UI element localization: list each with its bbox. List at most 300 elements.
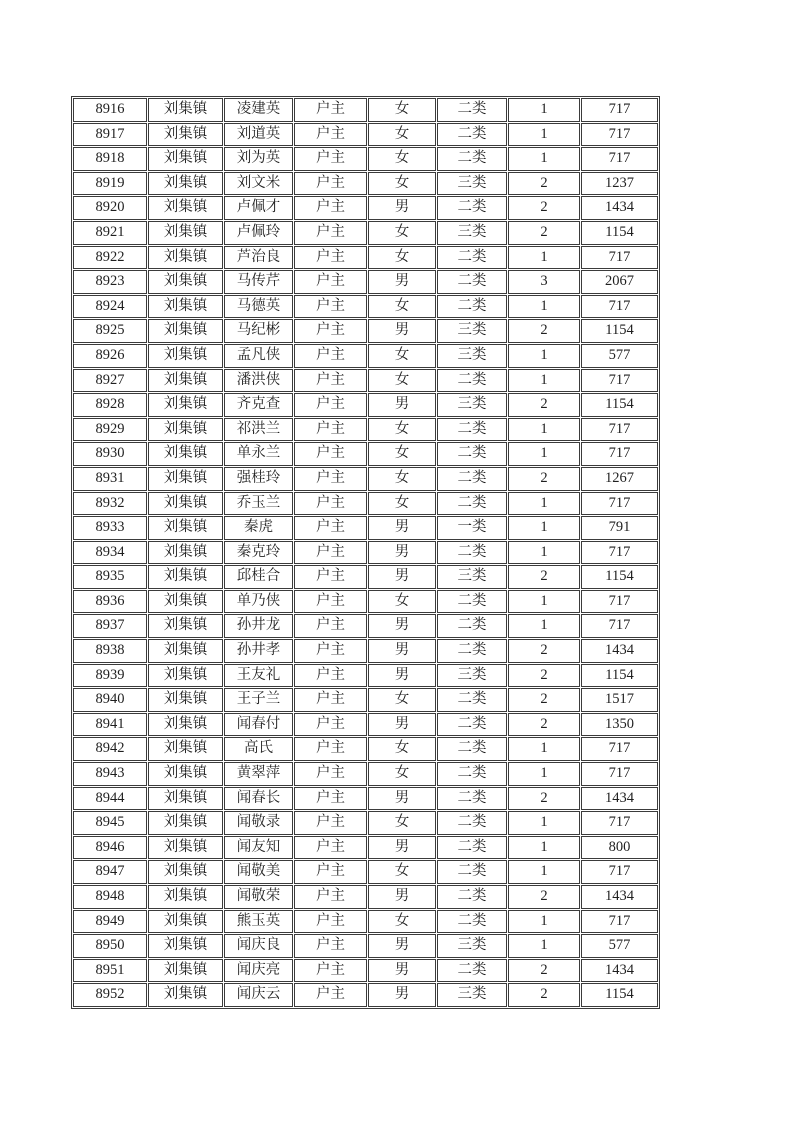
- cell-town: 刘集镇: [148, 983, 223, 1007]
- cell-relation: 户主: [294, 713, 367, 737]
- cell-name: 孙井孝: [224, 639, 293, 663]
- cell-gender: 男: [368, 664, 436, 688]
- cell-amount: 1434: [581, 639, 658, 663]
- cell-amount: 1434: [581, 196, 658, 220]
- cell-gender: 女: [368, 369, 436, 393]
- cell-gender: 男: [368, 713, 436, 737]
- cell-amount: 1237: [581, 172, 658, 196]
- cell-name: 闻敬荣: [224, 885, 293, 909]
- cell-category: 二类: [437, 369, 507, 393]
- cell-gender: 男: [368, 541, 436, 565]
- cell-relation: 户主: [294, 541, 367, 565]
- cell-relation: 户主: [294, 910, 367, 934]
- cell-category: 二类: [437, 492, 507, 516]
- cell-town: 刘集镇: [148, 295, 223, 319]
- cell-persons: 2: [508, 467, 580, 491]
- cell-category: 三类: [437, 221, 507, 245]
- table-row: [73, 123, 658, 147]
- cell-persons: 2: [508, 565, 580, 589]
- cell-category: 二类: [437, 910, 507, 934]
- cell-name: 单乃侠: [224, 590, 293, 614]
- cell-gender: 男: [368, 196, 436, 220]
- cell-town: 刘集镇: [148, 664, 223, 688]
- table-row: [73, 492, 658, 516]
- cell-amount: 717: [581, 860, 658, 884]
- cell-name: 齐克查: [224, 393, 293, 417]
- cell-name: 闻庆亮: [224, 959, 293, 983]
- cell-persons: 1: [508, 910, 580, 934]
- cell-town: 刘集镇: [148, 369, 223, 393]
- cell-relation: 户主: [294, 590, 367, 614]
- cell-name: 熊玉英: [224, 910, 293, 934]
- table-row: [73, 885, 658, 909]
- cell-relation: 户主: [294, 737, 367, 761]
- cell-relation: 户主: [294, 172, 367, 196]
- cell-amount: 1154: [581, 221, 658, 245]
- cell-category: 三类: [437, 344, 507, 368]
- cell-town: 刘集镇: [148, 442, 223, 466]
- cell-serial: 8942: [73, 737, 147, 761]
- cell-name: 王友礼: [224, 664, 293, 688]
- cell-name: 马纪彬: [224, 319, 293, 343]
- cell-category: 二类: [437, 811, 507, 835]
- cell-gender: 男: [368, 565, 436, 589]
- cell-category: 三类: [437, 664, 507, 688]
- cell-town: 刘集镇: [148, 172, 223, 196]
- cell-serial: 8921: [73, 221, 147, 245]
- cell-amount: 1434: [581, 787, 658, 811]
- table-row: [73, 172, 658, 196]
- cell-relation: 户主: [294, 270, 367, 294]
- cell-name: 乔玉兰: [224, 492, 293, 516]
- table-row: [73, 516, 658, 540]
- cell-amount: 717: [581, 541, 658, 565]
- cell-amount: 717: [581, 295, 658, 319]
- cell-amount: 1434: [581, 885, 658, 909]
- table-row: [73, 737, 658, 761]
- cell-name: 芦治良: [224, 246, 293, 270]
- cell-category: 三类: [437, 393, 507, 417]
- cell-town: 刘集镇: [148, 516, 223, 540]
- cell-serial: 8933: [73, 516, 147, 540]
- table-row: [73, 393, 658, 417]
- cell-relation: 户主: [294, 467, 367, 491]
- cell-category: 三类: [437, 172, 507, 196]
- cell-town: 刘集镇: [148, 836, 223, 860]
- cell-serial: 8924: [73, 295, 147, 319]
- cell-gender: 女: [368, 910, 436, 934]
- cell-persons: 1: [508, 123, 580, 147]
- cell-amount: 800: [581, 836, 658, 860]
- cell-gender: 女: [368, 860, 436, 884]
- table-row: [73, 713, 658, 737]
- table-row: [73, 369, 658, 393]
- cell-persons: 2: [508, 787, 580, 811]
- cell-persons: 2: [508, 221, 580, 245]
- cell-relation: 户主: [294, 811, 367, 835]
- table-row: [73, 565, 658, 589]
- cell-relation: 户主: [294, 295, 367, 319]
- cell-gender: 男: [368, 885, 436, 909]
- cell-amount: 1154: [581, 393, 658, 417]
- cell-name: 邱桂合: [224, 565, 293, 589]
- cell-town: 刘集镇: [148, 590, 223, 614]
- cell-category: 二类: [437, 98, 507, 122]
- cell-gender: 女: [368, 295, 436, 319]
- cell-persons: 1: [508, 295, 580, 319]
- cell-gender: 男: [368, 516, 436, 540]
- cell-serial: 8945: [73, 811, 147, 835]
- cell-amount: 1434: [581, 959, 658, 983]
- cell-serial: 8940: [73, 688, 147, 712]
- cell-relation: 户主: [294, 787, 367, 811]
- cell-town: 刘集镇: [148, 885, 223, 909]
- cell-name: 单永兰: [224, 442, 293, 466]
- cell-gender: 男: [368, 959, 436, 983]
- cell-name: 秦克玲: [224, 541, 293, 565]
- cell-amount: 717: [581, 442, 658, 466]
- cell-persons: 2: [508, 983, 580, 1007]
- cell-amount: 1154: [581, 565, 658, 589]
- cell-amount: 717: [581, 910, 658, 934]
- cell-relation: 户主: [294, 639, 367, 663]
- cell-category: 二类: [437, 787, 507, 811]
- cell-amount: 1154: [581, 664, 658, 688]
- cell-gender: 男: [368, 393, 436, 417]
- cell-town: 刘集镇: [148, 541, 223, 565]
- cell-relation: 户主: [294, 442, 367, 466]
- cell-serial: 8926: [73, 344, 147, 368]
- cell-gender: 女: [368, 811, 436, 835]
- cell-town: 刘集镇: [148, 860, 223, 884]
- cell-serial: 8951: [73, 959, 147, 983]
- cell-persons: 2: [508, 959, 580, 983]
- cell-town: 刘集镇: [148, 787, 223, 811]
- records-table: [71, 96, 660, 1009]
- table-row: [73, 664, 658, 688]
- cell-name: 卢佩才: [224, 196, 293, 220]
- table-row: [73, 270, 658, 294]
- cell-serial: 8925: [73, 319, 147, 343]
- cell-serial: 8947: [73, 860, 147, 884]
- cell-relation: 户主: [294, 221, 367, 245]
- cell-persons: 2: [508, 688, 580, 712]
- cell-name: 刘道英: [224, 123, 293, 147]
- cell-town: 刘集镇: [148, 246, 223, 270]
- cell-town: 刘集镇: [148, 467, 223, 491]
- cell-amount: 2067: [581, 270, 658, 294]
- cell-amount: 717: [581, 492, 658, 516]
- cell-persons: 1: [508, 418, 580, 442]
- cell-name: 潘洪侠: [224, 369, 293, 393]
- cell-persons: 1: [508, 516, 580, 540]
- cell-relation: 户主: [294, 836, 367, 860]
- cell-serial: 8923: [73, 270, 147, 294]
- table-row: [73, 688, 658, 712]
- cell-serial: 8916: [73, 98, 147, 122]
- cell-persons: 1: [508, 811, 580, 835]
- cell-category: 二类: [437, 737, 507, 761]
- cell-relation: 户主: [294, 959, 367, 983]
- cell-name: 卢佩玲: [224, 221, 293, 245]
- cell-town: 刘集镇: [148, 811, 223, 835]
- cell-persons: 1: [508, 442, 580, 466]
- cell-category: 二类: [437, 295, 507, 319]
- cell-persons: 2: [508, 639, 580, 663]
- cell-gender: 男: [368, 270, 436, 294]
- cell-amount: 717: [581, 123, 658, 147]
- cell-relation: 户主: [294, 860, 367, 884]
- cell-relation: 户主: [294, 983, 367, 1007]
- cell-persons: 1: [508, 860, 580, 884]
- cell-serial: 8937: [73, 614, 147, 638]
- cell-town: 刘集镇: [148, 934, 223, 958]
- cell-town: 刘集镇: [148, 270, 223, 294]
- cell-relation: 户主: [294, 319, 367, 343]
- cell-relation: 户主: [294, 762, 367, 786]
- cell-persons: 2: [508, 713, 580, 737]
- cell-persons: 1: [508, 492, 580, 516]
- cell-name: 刘文米: [224, 172, 293, 196]
- cell-amount: 717: [581, 369, 658, 393]
- cell-name: 马传芹: [224, 270, 293, 294]
- cell-town: 刘集镇: [148, 639, 223, 663]
- cell-category: 二类: [437, 541, 507, 565]
- cell-serial: 8950: [73, 934, 147, 958]
- cell-name: 黄翠萍: [224, 762, 293, 786]
- table-row: [73, 442, 658, 466]
- cell-persons: 2: [508, 319, 580, 343]
- cell-gender: 男: [368, 934, 436, 958]
- table-row: [73, 614, 658, 638]
- cell-serial: 8918: [73, 147, 147, 171]
- cell-town: 刘集镇: [148, 614, 223, 638]
- cell-category: 二类: [437, 713, 507, 737]
- cell-category: 二类: [437, 270, 507, 294]
- table-row: [73, 811, 658, 835]
- cell-gender: 男: [368, 983, 436, 1007]
- cell-town: 刘集镇: [148, 98, 223, 122]
- table-row: [73, 762, 658, 786]
- cell-serial: 8943: [73, 762, 147, 786]
- cell-persons: 1: [508, 737, 580, 761]
- cell-gender: 女: [368, 123, 436, 147]
- cell-town: 刘集镇: [148, 319, 223, 343]
- cell-persons: 1: [508, 590, 580, 614]
- cell-relation: 户主: [294, 418, 367, 442]
- cell-gender: 女: [368, 737, 436, 761]
- cell-relation: 户主: [294, 492, 367, 516]
- cell-category: 二类: [437, 196, 507, 220]
- cell-relation: 户主: [294, 147, 367, 171]
- table-row: [73, 836, 658, 860]
- cell-amount: 1154: [581, 319, 658, 343]
- cell-persons: 1: [508, 614, 580, 638]
- cell-persons: 2: [508, 664, 580, 688]
- cell-gender: 女: [368, 467, 436, 491]
- cell-category: 二类: [437, 762, 507, 786]
- cell-category: 三类: [437, 565, 507, 589]
- table-row: [73, 418, 658, 442]
- cell-serial: 8946: [73, 836, 147, 860]
- cell-category: 二类: [437, 688, 507, 712]
- cell-name: 强桂玲: [224, 467, 293, 491]
- cell-serial: 8948: [73, 885, 147, 909]
- cell-gender: 男: [368, 614, 436, 638]
- cell-town: 刘集镇: [148, 147, 223, 171]
- cell-serial: 8922: [73, 246, 147, 270]
- cell-serial: 8930: [73, 442, 147, 466]
- cell-relation: 户主: [294, 246, 367, 270]
- cell-category: 二类: [437, 123, 507, 147]
- cell-serial: 8941: [73, 713, 147, 737]
- cell-gender: 女: [368, 590, 436, 614]
- cell-relation: 户主: [294, 344, 367, 368]
- cell-name: 刘为英: [224, 147, 293, 171]
- cell-persons: 1: [508, 836, 580, 860]
- cell-relation: 户主: [294, 688, 367, 712]
- cell-category: 二类: [437, 442, 507, 466]
- cell-serial: 8920: [73, 196, 147, 220]
- cell-amount: 717: [581, 737, 658, 761]
- cell-name: 高氏: [224, 737, 293, 761]
- cell-relation: 户主: [294, 98, 367, 122]
- cell-category: 二类: [437, 860, 507, 884]
- cell-town: 刘集镇: [148, 762, 223, 786]
- cell-persons: 2: [508, 393, 580, 417]
- cell-town: 刘集镇: [148, 565, 223, 589]
- cell-relation: 户主: [294, 516, 367, 540]
- table-row: [73, 467, 658, 491]
- table-row: [73, 983, 658, 1007]
- cell-relation: 户主: [294, 393, 367, 417]
- cell-town: 刘集镇: [148, 196, 223, 220]
- cell-category: 二类: [437, 885, 507, 909]
- table-row: [73, 541, 658, 565]
- cell-town: 刘集镇: [148, 492, 223, 516]
- cell-relation: 户主: [294, 934, 367, 958]
- table-row: [73, 344, 658, 368]
- cell-category: 一类: [437, 516, 507, 540]
- cell-serial: 8917: [73, 123, 147, 147]
- cell-amount: 717: [581, 98, 658, 122]
- cell-serial: 8938: [73, 639, 147, 663]
- cell-serial: 8928: [73, 393, 147, 417]
- cell-name: 马德英: [224, 295, 293, 319]
- cell-name: 凌建英: [224, 98, 293, 122]
- cell-persons: 1: [508, 344, 580, 368]
- table-row: [73, 221, 658, 245]
- cell-gender: 女: [368, 246, 436, 270]
- cell-serial: 8939: [73, 664, 147, 688]
- records-tbody: [73, 98, 658, 1007]
- cell-town: 刘集镇: [148, 344, 223, 368]
- cell-category: 二类: [437, 147, 507, 171]
- cell-name: 闻友知: [224, 836, 293, 860]
- cell-serial: 8931: [73, 467, 147, 491]
- cell-amount: 717: [581, 614, 658, 638]
- cell-gender: 女: [368, 147, 436, 171]
- cell-gender: 男: [368, 836, 436, 860]
- cell-serial: 8952: [73, 983, 147, 1007]
- cell-amount: 717: [581, 811, 658, 835]
- table-row: [73, 860, 658, 884]
- cell-town: 刘集镇: [148, 123, 223, 147]
- cell-amount: 1267: [581, 467, 658, 491]
- cell-gender: 女: [368, 442, 436, 466]
- cell-serial: 8935: [73, 565, 147, 589]
- cell-amount: 717: [581, 246, 658, 270]
- cell-category: 二类: [437, 836, 507, 860]
- cell-amount: 717: [581, 147, 658, 171]
- cell-persons: 1: [508, 246, 580, 270]
- cell-name: 秦虎: [224, 516, 293, 540]
- cell-category: 二类: [437, 246, 507, 270]
- cell-relation: 户主: [294, 614, 367, 638]
- cell-name: 孙井龙: [224, 614, 293, 638]
- cell-category: 二类: [437, 959, 507, 983]
- cell-gender: 女: [368, 418, 436, 442]
- table-row: [73, 787, 658, 811]
- cell-persons: 2: [508, 172, 580, 196]
- table-row: [73, 246, 658, 270]
- cell-serial: 8936: [73, 590, 147, 614]
- cell-relation: 户主: [294, 565, 367, 589]
- table-row: [73, 295, 658, 319]
- cell-amount: 717: [581, 418, 658, 442]
- cell-town: 刘集镇: [148, 418, 223, 442]
- cell-serial: 8944: [73, 787, 147, 811]
- cell-serial: 8934: [73, 541, 147, 565]
- cell-gender: 女: [368, 492, 436, 516]
- cell-category: 三类: [437, 983, 507, 1007]
- cell-gender: 女: [368, 344, 436, 368]
- cell-persons: 1: [508, 147, 580, 171]
- cell-town: 刘集镇: [148, 393, 223, 417]
- cell-persons: 2: [508, 196, 580, 220]
- cell-persons: 1: [508, 934, 580, 958]
- cell-gender: 女: [368, 221, 436, 245]
- cell-name: 祁洪兰: [224, 418, 293, 442]
- cell-name: 王子兰: [224, 688, 293, 712]
- cell-relation: 户主: [294, 664, 367, 688]
- cell-category: 二类: [437, 418, 507, 442]
- cell-persons: 1: [508, 98, 580, 122]
- cell-persons: 1: [508, 369, 580, 393]
- cell-gender: 男: [368, 639, 436, 663]
- cell-gender: 女: [368, 762, 436, 786]
- cell-category: 二类: [437, 467, 507, 491]
- cell-town: 刘集镇: [148, 713, 223, 737]
- cell-category: 二类: [437, 614, 507, 638]
- cell-serial: 8949: [73, 910, 147, 934]
- cell-serial: 8927: [73, 369, 147, 393]
- cell-persons: 2: [508, 885, 580, 909]
- cell-serial: 8932: [73, 492, 147, 516]
- cell-town: 刘集镇: [148, 688, 223, 712]
- cell-amount: 717: [581, 590, 658, 614]
- cell-amount: 1154: [581, 983, 658, 1007]
- cell-name: 闻春付: [224, 713, 293, 737]
- cell-amount: 1350: [581, 713, 658, 737]
- cell-name: 闻春长: [224, 787, 293, 811]
- cell-amount: 577: [581, 934, 658, 958]
- cell-category: 二类: [437, 590, 507, 614]
- cell-persons: 3: [508, 270, 580, 294]
- cell-category: 三类: [437, 934, 507, 958]
- cell-name: 闻庆良: [224, 934, 293, 958]
- cell-name: 闻敬录: [224, 811, 293, 835]
